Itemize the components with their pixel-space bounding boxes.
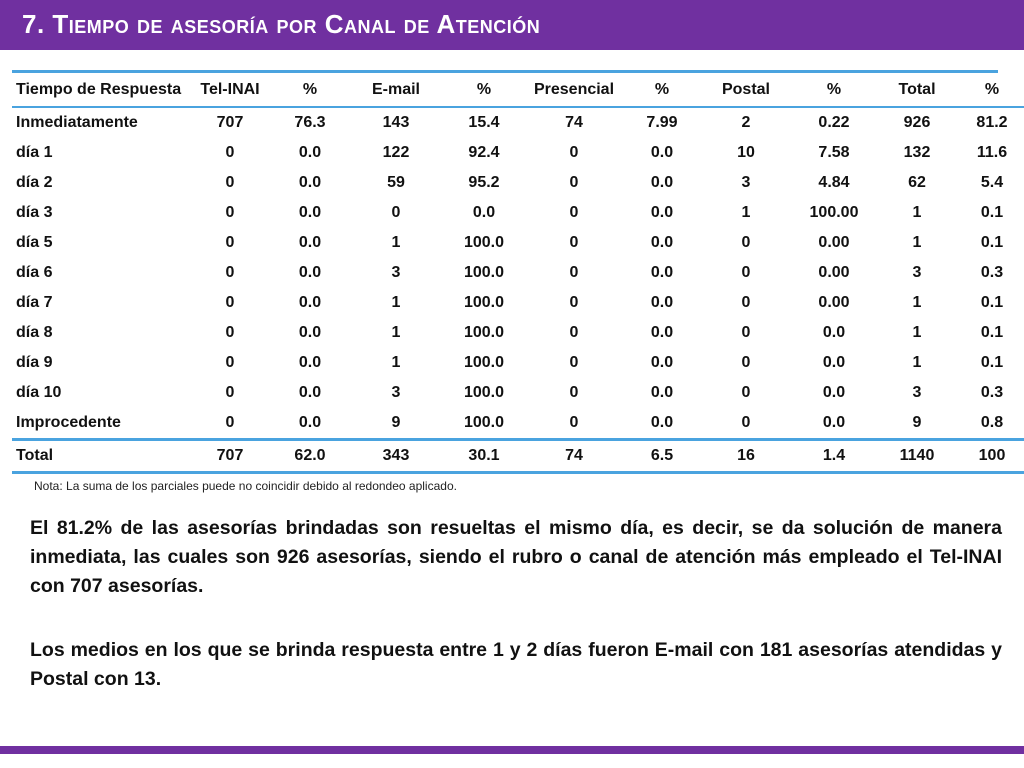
table-cell: 0.1 [980,204,1004,221]
table-cell: 5.4 [980,174,1004,191]
summary-paragraph-1: El 81.2% de las asesorías brindadas son resueltas el mismo día, es decir, se da solución de manera inmediata, las cuales son 926 asesorías, siendo el rubro o canal de atención más empleado el Tel-INAI con 707 asesorías. [30,517,1002,597]
table-cell: 0.00 [818,294,850,311]
table-cell: 1 [741,204,751,221]
table-cell: 143 [382,114,410,131]
table-cell: 7.99 [646,114,678,131]
column-header: % [826,80,842,98]
table-cell: 0 [225,294,235,311]
table-cell: 100.0 [463,354,505,371]
table-cell: 4.84 [818,174,850,191]
table-cell: 0.0 [472,204,496,221]
table-cell: 0 [569,294,579,311]
table-cell: 0 [225,144,235,161]
table-cell: 0.0 [298,294,322,311]
total-cell: 1140 [899,447,935,464]
table-total-row [12,440,1024,473]
table-cell: 1 [912,204,922,221]
table-cell: 0 [225,234,235,251]
table-cell: 0.00 [818,264,850,281]
table-cell: 122 [382,144,410,161]
table-cell: 0.0 [650,174,674,191]
table-cell: 15.4 [468,114,500,131]
bottom-bar [0,746,1024,754]
table-row [12,228,1024,258]
table-header [12,73,1024,107]
table-header-row [12,73,1024,107]
table-cell: 0.0 [650,294,674,311]
table-cell: 59 [387,174,405,191]
table-cell: 0.8 [980,414,1004,431]
table-cell: 0 [569,324,579,341]
table-cell: 95.2 [468,174,500,191]
row-label: día 8 [16,324,53,341]
table-cell: 0.1 [980,354,1004,371]
table-cell: 1 [391,294,401,311]
table-cell: 0.0 [822,414,846,431]
table-body [12,107,1024,473]
table-cell: 0 [569,354,579,371]
table-cell: 0.0 [822,384,846,401]
table-cell: 0 [569,234,579,251]
table-cell: 0 [569,414,579,431]
table-cell: 0.0 [298,384,322,401]
table-cell: 62 [908,174,926,191]
table-cell: 1 [912,354,922,371]
table-cell: 1 [391,234,401,251]
row-label: día 5 [16,234,53,251]
table-cell: 0 [569,144,579,161]
table-row [12,318,1024,348]
table-cell: 1 [391,354,401,371]
table-cell: 1 [391,324,401,341]
table-row [12,348,1024,378]
table-cell: 0 [741,264,751,281]
table-cell: 1 [912,324,922,341]
table-cell: 0.0 [650,354,674,371]
table-cell: 0.0 [650,234,674,251]
table-cell: 0.0 [650,324,674,341]
table-cell: 0.0 [298,354,322,371]
column-header: Tiempo de Respuesta [16,80,182,98]
table-cell: 0 [225,414,235,431]
table-cell: 0.0 [650,384,674,401]
response-time-table [12,73,1024,474]
table-cell: 100.0 [463,234,505,251]
table-cell: 3 [741,174,751,191]
table-cell: 2 [741,114,751,131]
row-label: Improcedente [16,414,121,431]
total-label: Total [16,447,54,464]
column-header: % [302,80,318,98]
table-cell: 1 [912,234,922,251]
table-cell: 132 [903,144,931,161]
column-header: E-mail [371,80,420,98]
table-cell: 0 [569,204,579,221]
table-row [12,138,1024,168]
table-row [12,198,1024,228]
slide-title: 7. Tiempo de asesoría por Canal de Atención [22,9,541,39]
table-cell: 0 [569,384,579,401]
total-cell: 62.0 [294,447,326,464]
table-cell: 7.58 [818,144,850,161]
table-cell: 0.0 [650,264,674,281]
total-cell: 6.5 [650,447,674,464]
table-cell: 3 [391,384,401,401]
table-cell: 100.0 [463,294,505,311]
table-row [12,258,1024,288]
table-cell: 0 [225,384,235,401]
row-label: día 3 [16,204,53,221]
column-header: Postal [721,80,770,98]
table-cell: 707 [216,114,244,131]
table-cell: 0 [741,234,751,251]
table-cell: 0.0 [650,414,674,431]
table-cell: 0 [225,354,235,371]
column-header: Tel-INAI [200,80,260,98]
total-cell: 16 [737,447,755,464]
table-cell: 3 [912,384,922,401]
table-cell: 0.0 [298,174,322,191]
title-bar [0,0,1024,50]
table-cell: 0 [569,264,579,281]
table-cell: 100.00 [809,204,859,221]
table-cell: 1 [912,294,922,311]
response-time-table-container [12,70,1008,474]
row-label: día 10 [16,384,62,401]
table-cell: 0 [225,204,235,221]
table-cell: 9 [912,414,922,431]
table-row [12,378,1024,408]
table-cell: 100.0 [463,414,505,431]
table-cell: 0 [741,414,751,431]
table-cell: 3 [912,264,922,281]
table-cell: 0.0 [822,354,846,371]
row-label: día 2 [16,174,53,191]
column-header: % [476,80,492,98]
table-cell: 0 [225,264,235,281]
table-cell: 0 [569,174,579,191]
table-cell: 92.4 [468,144,500,161]
table-cell: 926 [903,114,931,131]
table-cell: 0.0 [298,204,322,221]
table-row [12,107,1024,138]
table-cell: 0.0 [298,324,322,341]
table-row [12,288,1024,318]
table-cell: 9 [391,414,401,431]
table-cell: 0.0 [650,204,674,221]
table-cell: 10 [737,144,755,161]
table-cell: 0.1 [980,234,1004,251]
row-label: día 6 [16,264,53,281]
row-label: día 1 [16,144,53,161]
table-cell: 0.1 [980,294,1004,311]
table-cell: 0.0 [298,414,322,431]
table-cell: 0 [741,354,751,371]
table-cell: 0.3 [980,264,1004,281]
table-cell: 0.3 [980,384,1004,401]
table-cell: 0 [225,174,235,191]
row-label: Inmediatamente [16,114,138,131]
table-cell: 0 [741,294,751,311]
table-cell: 74 [565,114,583,131]
table-row [12,408,1024,440]
table-cell: 0.0 [298,264,322,281]
total-cell: 707 [216,447,244,464]
table-cell: 0 [225,324,235,341]
table-cell: 3 [391,264,401,281]
table-cell: 100.0 [463,264,505,281]
table-cell: 0 [741,324,751,341]
table-cell: 0.1 [980,324,1004,341]
total-cell: 74 [565,447,583,464]
table-row [12,168,1024,198]
column-header: % [654,80,670,98]
column-header: Presencial [533,80,615,98]
table-cell: 0.0 [650,144,674,161]
table-cell: 0.00 [818,234,850,251]
total-cell: 30.1 [468,447,500,464]
table-cell: 0.0 [298,144,322,161]
total-cell: 343 [382,447,410,464]
total-cell: 1.4 [822,447,846,464]
column-header: % [984,80,1000,98]
summary-paragraph-2: Los medios en los que se brinda respuesta entre 1 y 2 días fueron E-mail con 181 asesorías atendidas y Postal con 13. [30,639,1002,690]
table-cell: 81.2 [976,114,1008,131]
row-label: día 7 [16,294,53,311]
table-cell: 0.22 [818,114,850,131]
table-cell: 11.6 [976,144,1008,161]
table-cell: 0.0 [822,324,846,341]
total-cell: 100 [978,447,1006,464]
table-cell: 0.0 [298,234,322,251]
column-header: Total [898,80,936,98]
table-cell: 0 [741,384,751,401]
row-label: día 9 [16,354,53,371]
table-cell: 0 [391,204,401,221]
table-cell: 100.0 [463,324,505,341]
table-note: Nota: La suma de los parciales puede no coincidir debido al redondeo aplicado. [34,479,457,493]
table-cell: 100.0 [463,384,505,401]
table-cell: 76.3 [294,114,326,131]
